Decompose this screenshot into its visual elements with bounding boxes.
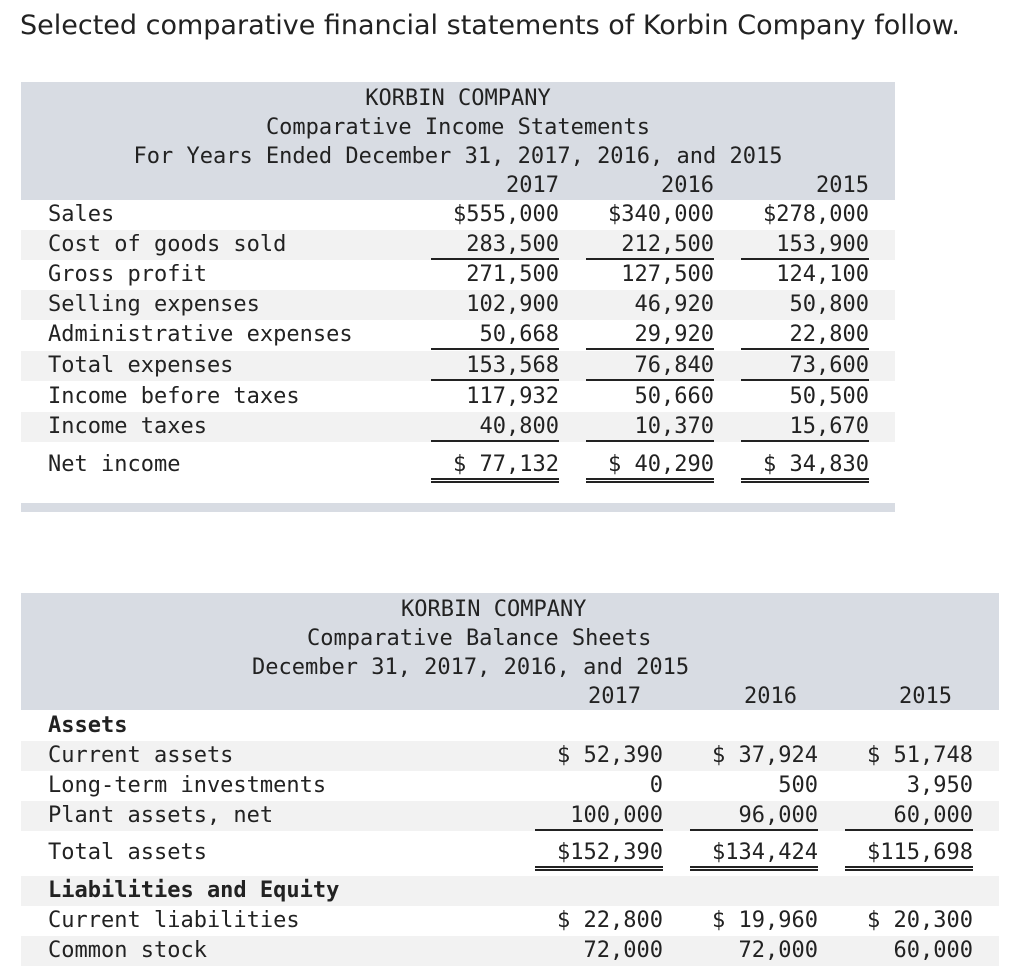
- table-row: [21, 838, 999, 868]
- cell-2015: 60,000: [893, 938, 973, 963]
- cell-2015: $ 34,830: [741, 450, 869, 483]
- income-year-2017: 2017: [506, 173, 559, 198]
- cell-2015: $ 20,300: [867, 908, 973, 933]
- cell-2015: 60,000: [845, 801, 973, 831]
- row-label: Plant assets, net: [48, 803, 274, 828]
- cell-2016: 46,920: [634, 292, 714, 317]
- cell-2017: $ 22,800: [557, 908, 663, 933]
- cell-2016: 10,370: [586, 412, 714, 442]
- table-row: [21, 230, 895, 260]
- cell-2015: 50,800: [789, 292, 869, 317]
- cell-2017: 102,900: [466, 292, 559, 317]
- balance-year-2017: 2017: [588, 684, 641, 709]
- cell-2015: 22,800: [741, 320, 869, 350]
- table-row: [21, 741, 999, 771]
- cell-2017: 40,800: [431, 412, 559, 442]
- table-row: [21, 200, 895, 230]
- row-label: Administrative expenses: [48, 322, 353, 347]
- cell-2017: 100,000: [535, 801, 663, 831]
- income-year-2015: 2015: [816, 173, 869, 198]
- row-label: Income taxes: [48, 414, 207, 439]
- table-row: [21, 351, 895, 381]
- cell-2015: 3,950: [906, 773, 973, 798]
- table-row: [21, 260, 895, 290]
- balance-company: KORBIN COMPANY: [401, 597, 587, 622]
- row-label: Total assets: [48, 840, 207, 865]
- table-row: [21, 711, 999, 741]
- table-row: [21, 382, 895, 412]
- income-title: Comparative Income Statements: [265, 115, 651, 140]
- row-label: Selling expenses: [48, 292, 260, 317]
- cell-2017: $ 77,132: [431, 450, 559, 483]
- table-row: [21, 936, 999, 966]
- row-label: Current assets: [48, 743, 234, 768]
- balance-year-2016: 2016: [744, 684, 797, 709]
- table-row: [21, 801, 999, 831]
- cell-2015: $278,000: [763, 202, 869, 227]
- cell-2017: 283,500: [431, 230, 559, 260]
- cell-2017: 271,500: [466, 262, 559, 287]
- table-row: [21, 906, 999, 936]
- cell-2017: 0: [649, 773, 663, 798]
- row-label: Current liabilities: [48, 908, 300, 933]
- table-row: [21, 412, 895, 442]
- balance-year-2015: 2015: [899, 684, 952, 709]
- cell-2016: 96,000: [690, 801, 818, 831]
- cell-2015: 50,500: [789, 384, 869, 409]
- cell-2016: $134,424: [690, 838, 818, 871]
- cell-2015: $115,698: [845, 838, 973, 871]
- cell-2016: 29,920: [586, 320, 714, 350]
- row-label: Gross profit: [48, 262, 207, 287]
- section-heading-liabilities-equity: Liabilities and Equity: [48, 878, 340, 903]
- row-label: Total expenses: [48, 353, 234, 378]
- income-statement: [21, 82, 895, 512]
- cell-2016: 50,660: [634, 384, 714, 409]
- income-footer-bar: [21, 503, 895, 512]
- cell-2017: 50,668: [431, 320, 559, 350]
- cell-2015: 124,100: [776, 262, 869, 287]
- cell-2017: 117,932: [466, 384, 559, 409]
- row-label: Long-term investments: [48, 773, 327, 798]
- cell-2017: $152,390: [535, 838, 663, 871]
- row-label: Net income: [48, 452, 181, 477]
- row-label: Income before taxes: [48, 384, 300, 409]
- cell-2016: $ 37,924: [712, 743, 818, 768]
- income-period: For Years Ended December 31, 2017, 2016, and 2015: [133, 144, 783, 169]
- cell-2016: $340,000: [608, 202, 714, 227]
- balance-title: Comparative Balance Sheets: [307, 626, 652, 651]
- cell-2016: 76,840: [586, 351, 714, 381]
- income-company: KORBIN COMPANY: [365, 86, 551, 111]
- row-label: Common stock: [48, 938, 207, 963]
- row-label: Sales: [48, 202, 115, 227]
- balance-header: [21, 593, 999, 710]
- cell-2017: $555,000: [453, 202, 559, 227]
- table-row: [21, 876, 999, 906]
- cell-2016: 72,000: [738, 938, 818, 963]
- cell-2015: 73,600: [741, 351, 869, 381]
- table-row: [21, 771, 999, 801]
- table-row: [21, 290, 895, 320]
- cell-2015: 153,900: [741, 230, 869, 260]
- income-year-2016: 2016: [661, 173, 714, 198]
- cell-2016: 127,500: [621, 262, 714, 287]
- cell-2015: $ 51,748: [867, 743, 973, 768]
- cell-2017: 153,568: [431, 351, 559, 381]
- intro-text: Selected comparative financial statements of Korbin Company follow.: [20, 10, 960, 41]
- cell-2017: $ 52,390: [557, 743, 663, 768]
- cell-2017: 72,000: [583, 938, 663, 963]
- cell-2016: $ 19,960: [712, 908, 818, 933]
- table-row: [21, 320, 895, 350]
- balance-period: December 31, 2017, 2016, and 2015: [252, 655, 690, 680]
- table-row: [21, 450, 895, 480]
- cell-2016: $ 40,290: [586, 450, 714, 483]
- balance-sheet: [21, 593, 999, 968]
- cell-2016: 500: [778, 773, 818, 798]
- cell-2015: 15,670: [741, 412, 869, 442]
- cell-2016: 212,500: [586, 230, 714, 260]
- section-heading-assets: Assets: [48, 713, 128, 738]
- income-header: [21, 82, 895, 200]
- row-label: Cost of goods sold: [48, 232, 287, 257]
